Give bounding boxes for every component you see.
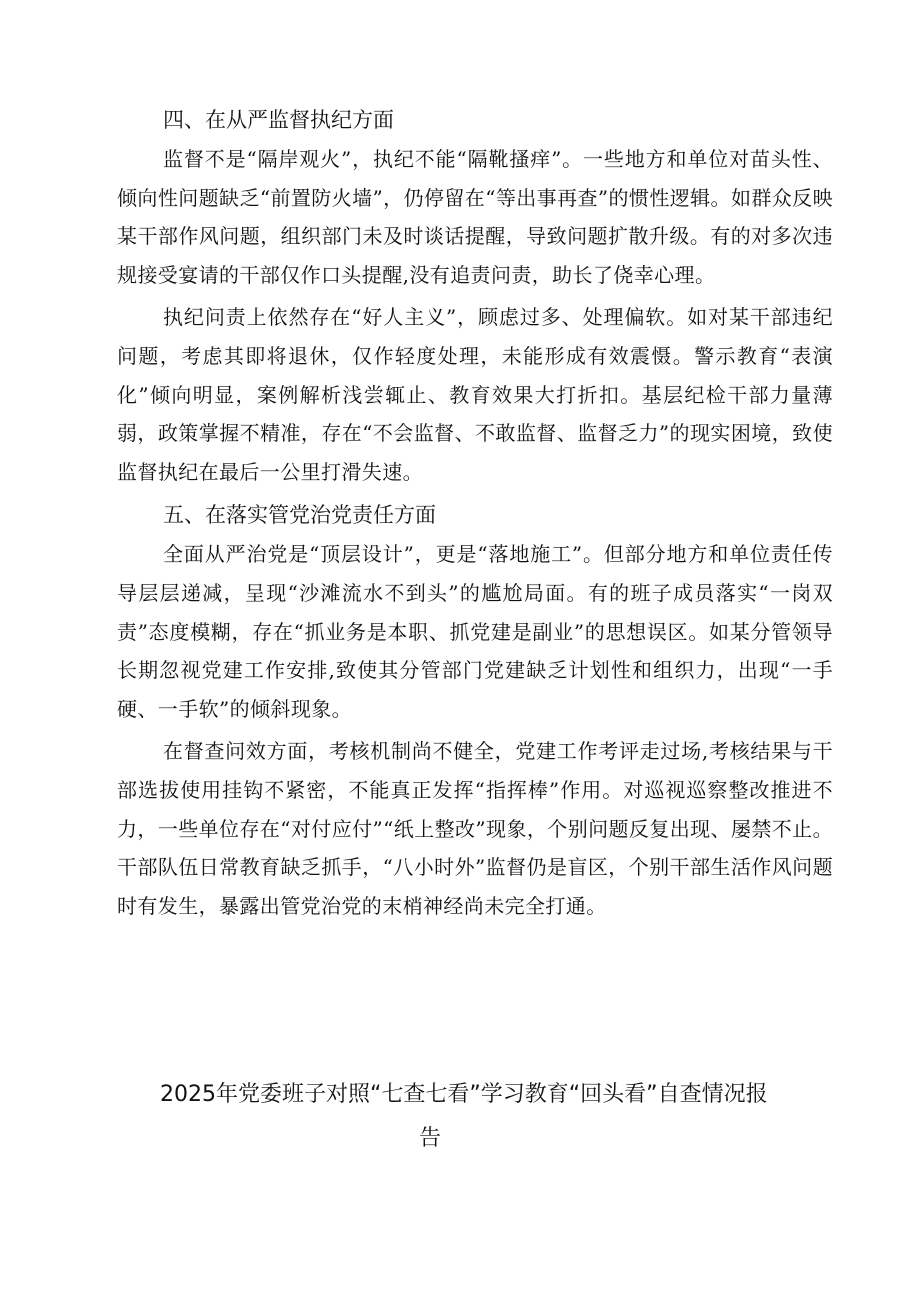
section-4-paragraph-1: 监督不是“隔岸观火”，执纪不能“隔靴搔痒”。一些地方和单位对苗头性、倾向性问题缺乏“前置防火墙”，仍停留在“等出事再查”的惯性逻辑。如群众反映某干部作风问题，组织部门未及时谈话提醒，导致问题扩散升级。有的对多次违规接受宴请的干部仅作口头提醒,没有追责问责，助长了侥幸心理。	[117, 147, 833, 287]
section-4-paragraph-2: 执纪问责上依然存在“好人主义”，顾虑过多、处理偏软。如对某干部违纪问题，考虑其即将退休，仅作轻度处理，未能形成有效震慑。警示教育“表演化”倾向明显，案例解析浅尝辄止、教育效果大打折扣。基层纪检干部力量薄弱，政策掌握不精准，存在“不会监督、不敢监督、监督乏力”的现实困境，致使监督执纪在最后一公里打滑失速。	[117, 305, 833, 484]
next-document-title-line-2: 告	[418, 1126, 441, 1151]
next-document-title-line-1: 2025年党委班子对照“七查七看”学习教育“回头看”自查情况报	[160, 1082, 768, 1107]
section-5-paragraph-2: 在督查问效方面，考核机制尚不健全，党建工作考评走过场,考核结果与干部选拔使用挂钩不紧密，不能真正发挥“指挥棒”作用。对巡视巡察整改推进不力，一些单位存在“对付应付”“纸上整改”现象，个别问题反复出现、屡禁不止。干部队伍日常教育缺乏抓手，“八小时外”监督仍是盲区，个别干部生活作风问题时有发生，暴露出管党治党的末梢神经尚未完全打通。	[117, 739, 833, 918]
section-5-paragraph-1: 全面从严治党是“顶层设计”，更是“落地施工”。但部分地方和单位责任传导层层递减，呈现“沙滩流水不到头”的尴尬局面。有的班子成员落实“一岗双责”态度模糊，存在“抓业务是本职、抓党建是副业”的思想误区。如某分管领导长期忽视党建工作安排,致使其分管部门党建缺乏计划性和组织力，出现“一手硬、一手软”的倾斜现象。	[117, 542, 833, 721]
next-document-title	[160, 1073, 840, 1161]
document-body	[117, 100, 833, 929]
section-4-heading: 四、在从严监督执纪方面	[163, 108, 394, 132]
section-5-heading: 五、在落实管党治党责任方面	[163, 503, 436, 528]
